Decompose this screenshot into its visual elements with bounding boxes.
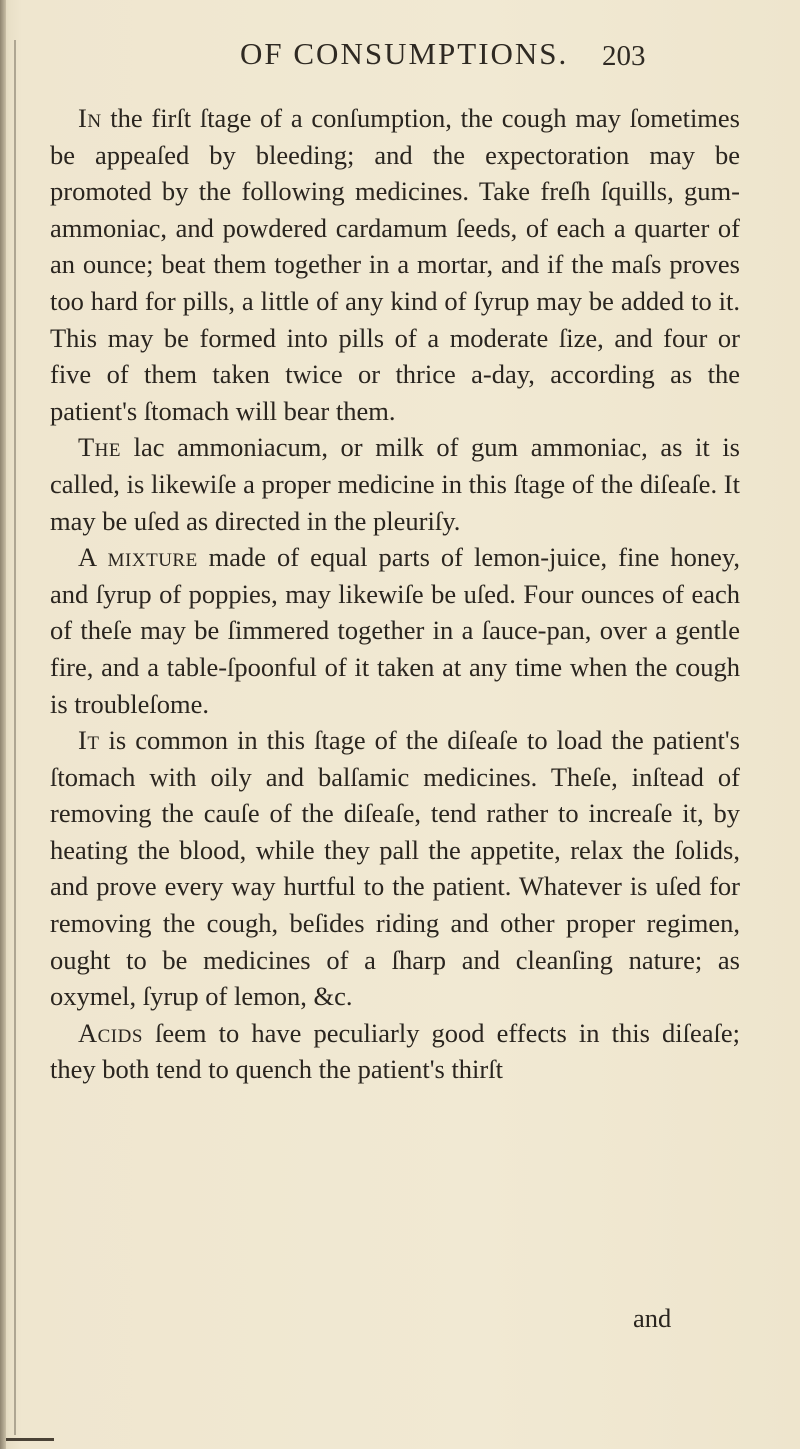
page-gutter-shadow: [0, 0, 6, 1449]
paragraph-lead: In: [78, 103, 102, 133]
page-header: [240, 36, 740, 86]
paragraph: [50, 1015, 740, 1088]
paragraph-lead: Acids: [78, 1017, 143, 1048]
paragraph: [50, 429, 740, 539]
paragraph: [50, 100, 740, 429]
catchword: and: [633, 1303, 672, 1333]
paragraph: [50, 539, 740, 722]
paragraph-text: the firſt ſtage of a conſumption, the cough may ſometimes be appeaſed by bleeding; and the expectoration may be promoted by the following medicines. Take freſh ſquills, gum-ammoniac, and powdered cardamum ſeeds, of each a quarter of an ounce; beat them together in a mortar, and if the maſs proves too hard for pills, a little of any kind of ſyrup may be added to it. This may be formed into pills of a moderate ſize, and four or five of them taken twice or thrice a-day, according as the patient's ſtomach will bear them.: [50, 103, 740, 426]
paragraph-lead: A mixture: [78, 542, 198, 573]
body-text: [50, 100, 740, 1088]
bottom-corner-mark: [6, 1438, 54, 1441]
paragraph-text: is common in this ſtage of the diſeaſe to load the patient's ſtomach with oily and balſamic medicines. Theſe, inſtead of removing the cauſe of the diſeaſe, tend rather to increaſe it, by heating the blood, while they pall the appetite, relax the ſolids, and prove every way hurtful to the patient. Whatever is uſed for removing the cough, beſides riding and other proper regimen, ought to be medicines of a ſharp and cleanſing nature; as oxymel, ſyrup of lemon, &c.: [50, 725, 740, 1012]
paragraph-text: made of equal parts of lemon-juice, fine honey, and ſyrup of poppies, may likewiſe be uſed. Four ounces of each of theſe may be ſimmered together in a ſauce-pan, over a gentle fire, and a table-ſpoonful of it taken at any time when the cough is troubleſome.: [50, 542, 740, 719]
paragraph-text: ſeem to have peculiarly good effects in this diſeaſe; they both tend to quench the patient's thirſt: [50, 1017, 740, 1085]
gutter-line: [14, 40, 16, 1435]
paragraph-text: lac ammoniacum, or milk of gum ammoniac, as it is called, is likewiſe a proper medicine in this ſtage of the diſeaſe. It may be uſed as directed in the pleuriſy.: [50, 432, 740, 536]
page-number: 203: [602, 40, 646, 72]
paragraph: [50, 722, 740, 1015]
paragraph-lead: The: [78, 432, 122, 463]
running-head: OF CONSUMPTIONS.: [240, 36, 569, 71]
paragraph-lead: It: [78, 725, 100, 756]
